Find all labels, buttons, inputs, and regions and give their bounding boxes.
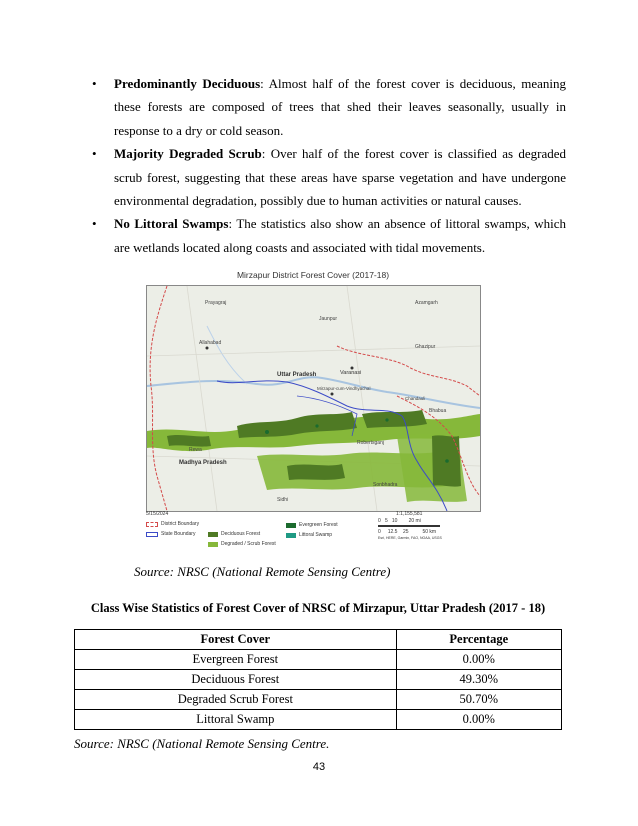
evergreen-patch: [265, 430, 269, 434]
cell-forest-cover: Degraded Scrub Forest: [75, 690, 397, 710]
table-source: Source: NRSC (National Remote Sensing Centre.: [74, 736, 330, 751]
bullet-text: : Over half of the forest cover is classified as degraded scrub forest, suggesting that these areas have sparse vegetation and have undergone environmental degradation, possibly due to human activities or natural causes.: [114, 146, 566, 209]
legend-evergreen-label: Evergreen Forest: [299, 522, 338, 528]
bullet-list: [92, 72, 566, 259]
bullet-dot: •: [92, 216, 97, 232]
legend-deciduous: [208, 531, 260, 537]
map-scale-ratio: 1:1,155,581: [396, 511, 423, 517]
evergreen-swatch-icon: [286, 523, 296, 528]
cell-percentage: 50.70%: [396, 690, 561, 710]
bullet-term: Predominantly Deciduous: [114, 76, 261, 91]
legend-littoral: [286, 532, 332, 538]
legend-degraded: [208, 541, 276, 547]
bullet-dot: •: [92, 76, 97, 91]
map-label-sonbhadra: Sonbhadra: [373, 482, 398, 488]
map-canvas: [147, 286, 480, 511]
map-label-sidhi: Sidhi: [277, 497, 289, 503]
map-label-jaunpur: Jaunpur: [319, 316, 338, 322]
cell-percentage: 0.00%: [396, 650, 561, 670]
map-date: 5/15/2024: [146, 511, 169, 517]
legend-state-label: State Boundary: [161, 531, 196, 537]
littoral-swatch-icon: [286, 533, 296, 538]
bullet-term: Majority Degraded Scrub: [114, 146, 262, 162]
bullet-item: [92, 72, 566, 142]
map-scale-mi: 0 5 10 20 mi: [378, 518, 421, 524]
bullet-dot: •: [92, 146, 97, 162]
legend-degraded-label: Degraded / Scrub Forest: [221, 541, 276, 547]
cell-forest-cover: Deciduous Forest: [75, 670, 397, 690]
bullet-item: [92, 212, 566, 259]
map-label-mirzapur: Mirzapur-cum-Vindhyachal: [317, 386, 371, 391]
bullet-term: No Littoral Swamps: [114, 216, 229, 232]
table-row: [75, 650, 562, 670]
table-row: [75, 670, 562, 690]
map-label-uttar-pradesh: Uttar Pradesh: [277, 372, 317, 378]
legend-littoral-label: Littoral Swamp: [299, 532, 333, 538]
table-title: Class Wise Statistics of Forest Cover of NRSC of Mirzapur, Uttar Pradesh (2017 - 18): [90, 601, 546, 615]
forest-cover-map: [146, 285, 481, 512]
map-label-prayagraj: Prayagraj: [205, 300, 227, 306]
city-dot: [331, 393, 334, 396]
cell-forest-cover: Littoral Swamp: [75, 710, 397, 730]
legend-district: [146, 521, 199, 527]
map-label-madhya-pradesh: Madhya Pradesh: [179, 460, 227, 466]
deciduous-forest-area: [287, 464, 345, 480]
forest-cover-table: [74, 629, 562, 730]
page-number: 43: [312, 761, 326, 773]
map-label-varanasi: Varanasi: [340, 370, 362, 376]
map-label-robertsganj: Robertsganj: [357, 440, 384, 446]
table-row: [75, 690, 562, 710]
cell-percentage: 49.30%: [396, 670, 561, 690]
cell-percentage: 0.00%: [396, 710, 561, 730]
evergreen-patch: [385, 418, 388, 421]
evergreen-patch: [445, 459, 449, 463]
deciduous-swatch-icon: [208, 532, 218, 537]
district-boundary-icon: [146, 522, 158, 527]
cell-forest-cover: Evergreen Forest: [75, 650, 397, 670]
header-percentage: Percentage: [396, 630, 561, 650]
map-label-allahabad: Allahabad: [199, 340, 222, 346]
legend-evergreen: [286, 522, 338, 528]
map-label-azamgarh: Azamgarh: [415, 300, 438, 306]
map-label-rewa: Rewa: [189, 447, 202, 453]
map-footer: [146, 510, 479, 554]
legend-deciduous-label: Deciduous Forest: [221, 531, 261, 537]
legend-district-label: District Boundary: [161, 521, 200, 527]
table-header-row: [75, 630, 562, 650]
table-row: [75, 710, 562, 730]
map-label-bhabua: Bhabua: [429, 408, 447, 414]
scale-bar-icon: [378, 525, 440, 527]
deciduous-forest-area: [167, 435, 211, 447]
bullet-text: : Almost half of the forest cover is deciduous, meaning these forests are composed of trees that shed their leaves seasonally, usually in response to a dry or cold season.: [114, 76, 566, 138]
bullet-text: : The statistics also show an absence of littoral swamps, which are wetlands located along coasts and associated with tidal movements.: [114, 216, 566, 255]
legend-state: [146, 531, 195, 537]
evergreen-patch: [315, 424, 318, 427]
map-attribution: Esri, HERE, Garmin, FAO, NOAA, USGS: [378, 536, 442, 540]
map-label-chandauli: Chandauli: [405, 396, 426, 401]
map-label-ghazipur: Ghazipur: [415, 344, 436, 350]
map-scale-km: 0 12.5 25 50 km: [378, 529, 437, 535]
degraded-swatch-icon: [208, 542, 218, 547]
header-forest-cover: Forest Cover: [75, 630, 397, 650]
city-dot: [206, 347, 209, 350]
map-title: Mirzapur District Forest Cover (2017-18): [236, 270, 390, 280]
bullet-item: [92, 142, 566, 212]
map-source: Source: NRSC (National Remote Sensing Centre): [134, 564, 391, 579]
state-boundary-icon: [146, 532, 158, 537]
